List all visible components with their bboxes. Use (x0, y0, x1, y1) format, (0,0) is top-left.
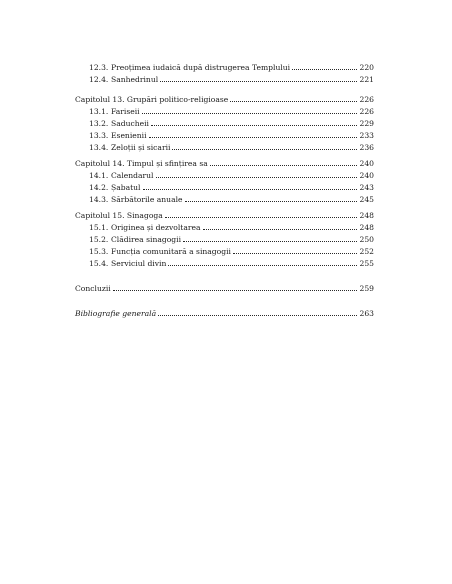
toc-entry-label (89, 195, 183, 204)
toc-entry-page: 255 (359, 259, 374, 268)
toc-entry-number: 12.3. (89, 63, 109, 72)
toc-entry-page: 226 (359, 107, 374, 116)
toc-entry-label (89, 183, 141, 192)
toc-entry-title: Fariseii (111, 107, 140, 116)
toc-entry-page: 220 (359, 63, 374, 72)
toc-entry-13-1 (89, 104, 374, 116)
dot-leader (151, 125, 357, 126)
dot-leader (183, 241, 357, 242)
toc-entry-title: Șabatul (111, 183, 141, 192)
toc-entry-label (89, 131, 147, 140)
dot-leader (210, 165, 357, 166)
toc-chapter-title: Concluzii (75, 284, 111, 293)
toc-entry-13-4 (89, 140, 374, 152)
toc-entry-number: 14.3. (89, 195, 109, 204)
toc-entry-15-4 (89, 256, 374, 268)
toc-entry-number: 13.1. (89, 107, 109, 116)
dot-leader (172, 149, 357, 150)
dot-leader (142, 113, 357, 114)
toc-entry-number: 15.4. (89, 259, 109, 268)
dot-leader (156, 177, 358, 178)
toc-entry-label (89, 259, 166, 268)
toc-entry-page: 240 (359, 159, 374, 168)
toc-entry-title: Serviciul divin (111, 259, 167, 268)
toc-chapter-title: Capitolul 13. Grupări politico-religioase (75, 95, 229, 104)
toc-entry-15-1 (89, 220, 374, 232)
toc-entry-13-3 (89, 128, 374, 140)
toc-entry-title: Clădirea sinagogii (111, 235, 182, 244)
toc-entry-number: 13.3. (89, 131, 109, 140)
toc-entry-14-3 (89, 192, 374, 204)
toc-entry-title: Preoțimea iudaică după distrugerea Templului (111, 63, 291, 72)
toc-entry-number: 15.2. (89, 235, 109, 244)
toc-entry-label (89, 143, 170, 152)
toc-entry-page: 250 (359, 235, 374, 244)
toc-entry-page: 248 (359, 211, 374, 220)
toc-entry-label (89, 247, 231, 256)
dot-leader (149, 137, 358, 138)
toc-chapter-15 (75, 208, 374, 220)
toc-entry-title: Sărbătorile anuale (111, 195, 183, 204)
toc-entry-14-1 (89, 168, 374, 180)
toc-chapter-title: Bibliografie generală (75, 309, 157, 318)
toc-entry-page: 240 (359, 171, 374, 180)
toc-entry-title: Esenienii (111, 131, 147, 140)
toc-entry-label (89, 171, 154, 180)
dot-leader (230, 101, 357, 102)
toc-entry-label (89, 235, 181, 244)
toc-entry-number: 13.2. (89, 119, 109, 128)
toc-entry-label (89, 223, 201, 232)
toc-chapter-13 (75, 92, 374, 104)
dot-leader (203, 229, 357, 230)
toc-entry-title: Zeloții și sicarii (111, 143, 171, 152)
toc-entry-page: 245 (359, 195, 374, 204)
toc-entry-15-2 (89, 232, 374, 244)
toc-entry-12-3 (89, 60, 374, 72)
dot-leader (233, 253, 357, 254)
toc-entry-page: 252 (359, 247, 374, 256)
toc-entry-number: 15.3. (89, 247, 109, 256)
dot-leader (165, 217, 357, 218)
dot-leader (143, 189, 358, 190)
dot-leader (158, 315, 357, 316)
toc-entry-14-2 (89, 180, 374, 192)
dot-leader (168, 265, 357, 266)
toc-entry-label (89, 75, 158, 84)
toc-entry-label (89, 119, 149, 128)
toc-entry-page: 263 (359, 309, 374, 318)
toc-entry-page: 229 (359, 119, 374, 128)
toc-entry-title: Funcția comunitară a sinagogii (111, 247, 231, 256)
toc-entry-title: Originea și dezvoltarea (111, 223, 201, 232)
toc-entry-number: 14.2. (89, 183, 109, 192)
dot-leader (160, 81, 357, 82)
toc-entry-13-2 (89, 116, 374, 128)
toc-entry-page: 233 (359, 131, 374, 140)
dot-leader (292, 69, 357, 70)
toc-entry-number: 12.4. (89, 75, 109, 84)
toc-entry-page: 259 (359, 284, 374, 293)
toc-entry-title: Calendarul (111, 171, 154, 180)
toc-entry-page: 226 (359, 95, 374, 104)
toc-chapter-title: Capitolul 15. Sinagoga (75, 211, 163, 220)
toc-entry-12-4 (89, 72, 374, 84)
toc-entry-title: Sanhedrinul (111, 75, 159, 84)
toc-entry-number: 13.4. (89, 143, 109, 152)
toc-chapter-14 (75, 156, 374, 168)
toc-entry-page: 221 (359, 75, 374, 84)
toc-entry-title: Saducheii (111, 119, 149, 128)
toc-entry-page: 236 (359, 143, 374, 152)
toc-chapter-title: Capitolul 14. Timpul și sfințirea sa (75, 159, 208, 168)
toc-entry-page: 243 (359, 183, 374, 192)
toc-entry-number: 15.1. (89, 223, 109, 232)
toc-entry-label (89, 63, 290, 72)
toc-entry-15-3 (89, 244, 374, 256)
toc-entry-label (89, 107, 140, 116)
dot-leader (113, 290, 357, 291)
toc-entry-number: 14.1. (89, 171, 109, 180)
dot-leader (185, 201, 357, 202)
toc-entry-page: 248 (359, 223, 374, 232)
toc-conclusions (75, 281, 374, 293)
toc-bibliography (75, 306, 374, 318)
